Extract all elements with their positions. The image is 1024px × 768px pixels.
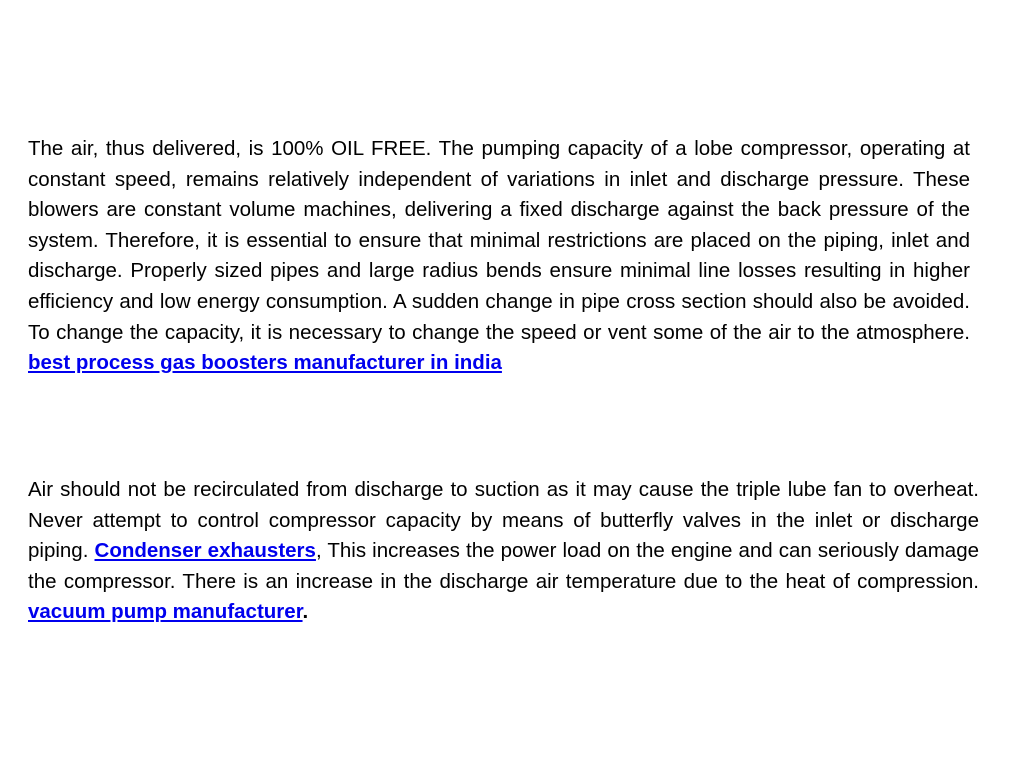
paragraph-2-text-before: Air should not be recirculated from discharge to suction as it may cause the triple lube fan to overheat. Never attempt to control compressor capacity by means of butterfly valves in the inlet or discharge piping. — [28, 478, 979, 563]
paragraph-2-text-middle: , This increases the power load on the engine and can seriously damage the compressor. There is an increase in the discharge air temperature due to the heat of compression. — [28, 539, 979, 593]
link-vacuum-pump-manufacturer[interactable]: vacuum pump manufacturer — [28, 600, 303, 624]
link-condenser-exhausters[interactable]: Condenser exhausters — [94, 539, 316, 563]
paragraph-oil-free-air — [28, 134, 970, 379]
paragraph-recirculation-warning — [28, 475, 979, 628]
link-process-gas-boosters[interactable]: best process gas boosters manufacturer in india — [28, 351, 502, 375]
trailing-period: . — [302, 600, 309, 624]
paragraph-1-text: The air, thus delivered, is 100% OIL FREE. The pumping capacity of a lobe compressor, operating at constant speed, remains relatively independent of variations in inlet and discharge pressure. These blowers are constant volume machines, delivering a fixed discharge against the back pressure of the system. Therefore, it is essential to ensure that minimal restrictions are placed on the piping, inlet and discharge. Properly sized pipes and large radius bends ensure minimal line losses resulting in higher efficiency and low energy consumption. A sudden change in pipe cross section should also be avoided. To change the capacity, it is necessary to change the speed or vent some of the air to the atmosphere. — [28, 137, 970, 344]
